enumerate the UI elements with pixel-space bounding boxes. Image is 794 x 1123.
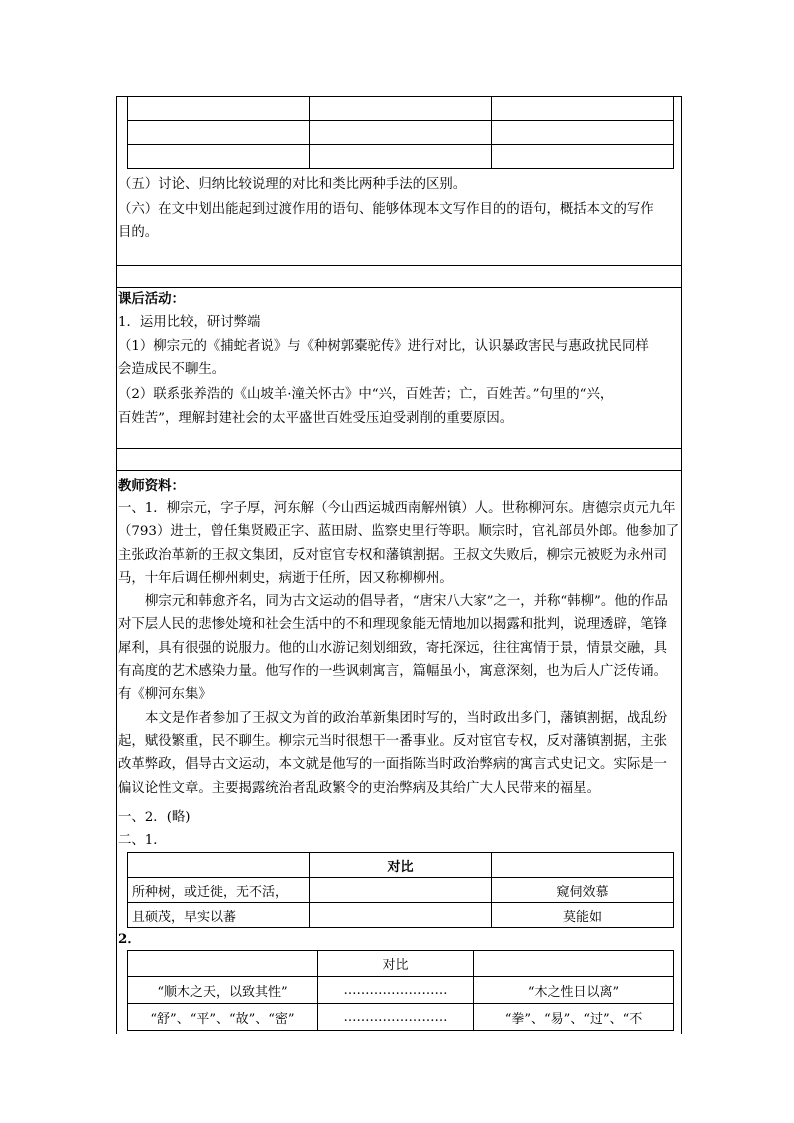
after-class-line: （1）柳宗元的《捕蛇者说》与《种树郭橐驼传》进行对比，认识暴政害民与惠政扰民同样	[118, 339, 649, 354]
table-row	[128, 903, 674, 928]
table-row	[128, 120, 674, 144]
table-cell	[310, 120, 492, 144]
item-six-line2: 目的。	[118, 225, 159, 240]
after-class-line: 百姓苦”，理解封建社会的太平盛世百姓受压迫受剥削的重要原因。	[118, 411, 514, 426]
table-row	[128, 853, 674, 878]
table-cell	[128, 96, 310, 120]
table-header-cell: 对比	[318, 951, 474, 977]
table-cell: 莫能如	[492, 903, 674, 928]
table-cell	[310, 903, 492, 928]
paragraph: 本文是作者参加了王叔文为首的政治革新集团时写的，当时政出多门，藩镇割据，战乱纷起，赋役繁重，民不聊生。柳宗元当时很想干一番事业。反对宦官专权，反对藩镇割据，主张改革弊政，倡导古文运动，本文就是他写的一面指陈当时政治弊病的寓言式史记文。实际是一偏议论性文章。主要揭露统治者乱政繁令的吏治弊病及其给广大人民带来的福星。	[118, 710, 668, 796]
row-divider	[116, 470, 682, 471]
item-two-one: 二、1．	[118, 833, 167, 848]
teacher-material-body	[118, 497, 680, 800]
teacher-material-heading: 教师资料：	[118, 478, 185, 494]
table-cell: 所种树，或迁徙，无不活，	[128, 878, 310, 903]
table-row	[128, 96, 674, 120]
table-cell	[128, 951, 318, 977]
table-cell	[310, 878, 492, 903]
table-cell: “舒”、“平”、“故”、“密”	[128, 1004, 318, 1031]
table-cell	[310, 144, 492, 168]
table-cell: 且硕茂，早实以蕃	[128, 903, 310, 928]
table-cell: 窥伺效慕	[492, 878, 674, 903]
after-class-line: （2）联系张养浩的《山坡羊·潼关怀古》中“兴，百姓苦；亡，百姓苦。”句里的“兴，	[118, 387, 614, 402]
item-two: 2．	[118, 931, 141, 947]
table-cell	[310, 96, 492, 120]
table-header-cell: 对比	[310, 853, 492, 878]
table-cell	[492, 96, 674, 120]
row-divider	[116, 287, 682, 288]
item-six-line1: （六）在文中划出能起到过渡作用的语句、能够体现本文写作目的的语句，概括本文的写作	[118, 202, 654, 217]
after-class-line: 1．运用比较，研讨弊端	[118, 315, 261, 330]
paragraph: 柳宗元和韩愈齐名，同为古文运动的倡导者，“唐宋八大家”之一，并称“韩柳”。他的作品对下层人民的悲惨处境和社会生活中的不和理现象能无情地加以揭露和批判，说理透辟，笔锋犀利，具有很强的说服力。他的山水游记刻划细致，寄托深远，往往寓情于景，情景交融，具有高度的艺术感染力量。他写作的一些讽刺寓言，篇幅虽小，寓意深刻，也为后人广泛传诵。有《柳河东集》	[118, 594, 668, 703]
table-row	[128, 878, 674, 903]
table-row	[128, 951, 674, 977]
item-five: （五）讨论、归纳比较说理的对比和类比两种手法的区别。	[118, 177, 467, 192]
table-cell	[492, 144, 674, 168]
table-row	[128, 144, 674, 168]
paragraph: 一、1．柳宗元，字子厚，河东解（今山西运城西南解州镇）人。世称柳河东。唐德宗贞元九年（793）进士，曾任集贤殿正字、蓝田尉、监察史里行等职。顺宗时，官礼部员外郎。他参加了主张政治革新的王叔文集团，反对宦官专权和藩镇割据。王叔文失败后，柳宗元被贬为永州司马，十年后调任柳州刺史，病逝于任所，因又称柳柳州。	[118, 501, 680, 586]
table-cell: “顺木之天，以致其性”	[128, 977, 318, 1004]
top-table	[127, 96, 674, 169]
table-cell	[128, 120, 310, 144]
comparison-table-1	[127, 852, 674, 928]
table-cell	[128, 144, 310, 168]
row-divider	[116, 265, 682, 266]
after-class-heading: 课后活动：	[118, 291, 185, 307]
table-cell: ……………………	[318, 1004, 474, 1031]
after-class-line: 会造成民不聊生。	[118, 362, 226, 377]
table-cell: ……………………	[318, 977, 474, 1004]
table-cell: “木之性日以离”	[474, 977, 674, 1004]
comparison-table-2	[127, 950, 674, 1031]
table-cell	[128, 853, 310, 878]
item-one-two: 一、2．(略)	[118, 810, 191, 825]
table-cell: “拳”、“易”、“过”、“不	[474, 1004, 674, 1031]
table-cell	[474, 951, 674, 977]
table-row	[128, 1004, 674, 1031]
table-cell	[492, 120, 674, 144]
row-divider	[116, 448, 682, 449]
table-cell	[492, 853, 674, 878]
table-row	[128, 977, 674, 1004]
